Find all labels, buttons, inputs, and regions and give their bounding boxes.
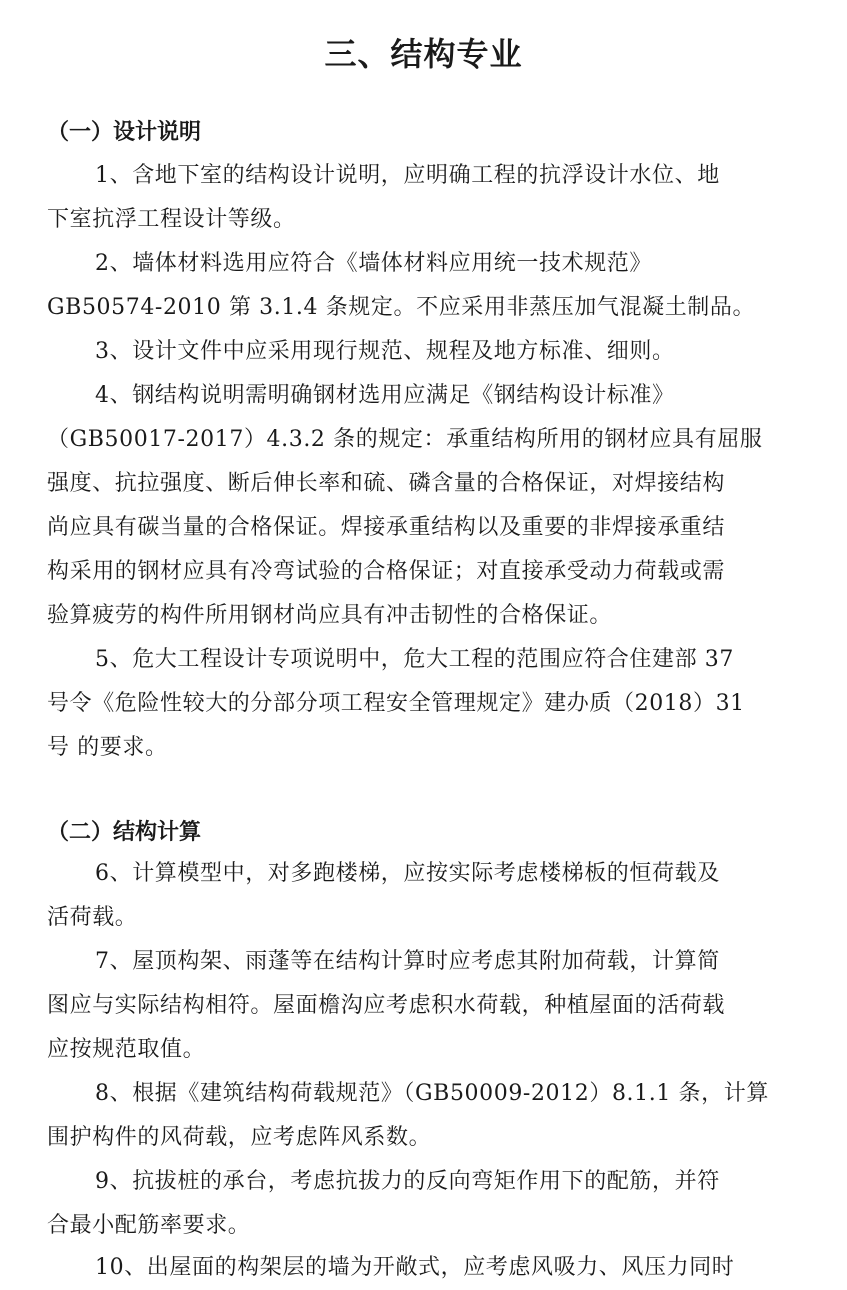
paragraph-line: 2、墙体材料选用应符合《墙体材料应用统一技术规范》 [95,251,652,276]
paragraph-line: 活荷载。 [47,905,138,930]
paragraph-line: 7、屋顶构架、雨蓬等在结构计算时应考虑其附加荷载，计算简 [95,949,720,974]
page-title: 三、结构专业 [324,35,523,73]
paragraph-line: 号令《危险性较大的分部分项工程安全管理规定》建办质（2018）31 [47,691,745,716]
paragraph-line: 10、出屋面的构架层的墙为开敞式，应考虑风吸力、风压力同时 [95,1255,735,1280]
paragraph-line: 号 的要求。 [47,735,168,760]
section-heading-design-notes: （一）设计说明 [47,119,202,145]
paragraph-line: 8、根据《建筑结构荷载规范》（GB50009-2012）8.1.1 条，计算 [95,1081,769,1106]
section-heading-structural-calculation: （二）结构计算 [47,819,202,845]
paragraph-line: 下室抗浮工程设计等级。 [47,207,296,232]
paragraph-line: 应按规范取值。 [47,1037,206,1062]
paragraph-line: 图应与实际结构相符。屋面檐沟应考虑积水荷载，种植屋面的活荷载 [47,993,726,1018]
paragraph-line: 强度、抗拉强度、断后伸长率和硫、磷含量的合格保证，对焊接结构 [47,471,726,496]
paragraph-line: 围护构件的风荷载，应考虑阵风系数。 [47,1125,432,1150]
paragraph-line: 4、钢结构说明需明确钢材选用应满足《钢结构设计标准》 [95,383,675,408]
paragraph-line: 尚应具有碳当量的合格保证。焊接承重结构以及重要的非焊接承重结 [47,515,726,540]
paragraph-line: 6、计算模型中，对多跑楼梯，应按实际考虑楼梯板的恒荷载及 [95,861,720,886]
paragraph-line: 5、危大工程设计专项说明中，危大工程的范围应符合住建部 37 [95,647,734,672]
paragraph-line: 3、设计文件中应采用现行规范、规程及地方标准、细则。 [95,339,675,364]
paragraph-line: （GB50017-2017）4.3.2 条的规定：承重结构所用的钢材应具有屈服 [47,427,763,452]
paragraph-line: GB50574-2010 第 3.1.4 条规定。不应采用非蒸压加气混凝土制品。 [47,295,756,320]
paragraph-line: 9、抗拔桩的承台，考虑抗拔力的反向弯矩作用下的配筋，并符 [95,1169,720,1194]
paragraph-line: 验算疲劳的构件所用钢材尚应具有冲击韧性的合格保证。 [47,603,613,628]
paragraph-line: 合最小配筋率要求。 [47,1213,251,1238]
paragraph-line: 构采用的钢材应具有冷弯试验的合格保证；对直接承受动力荷载或需 [47,559,726,584]
paragraph-line: 1、含地下室的结构设计说明，应明确工程的抗浮设计水位、地 [95,163,720,188]
